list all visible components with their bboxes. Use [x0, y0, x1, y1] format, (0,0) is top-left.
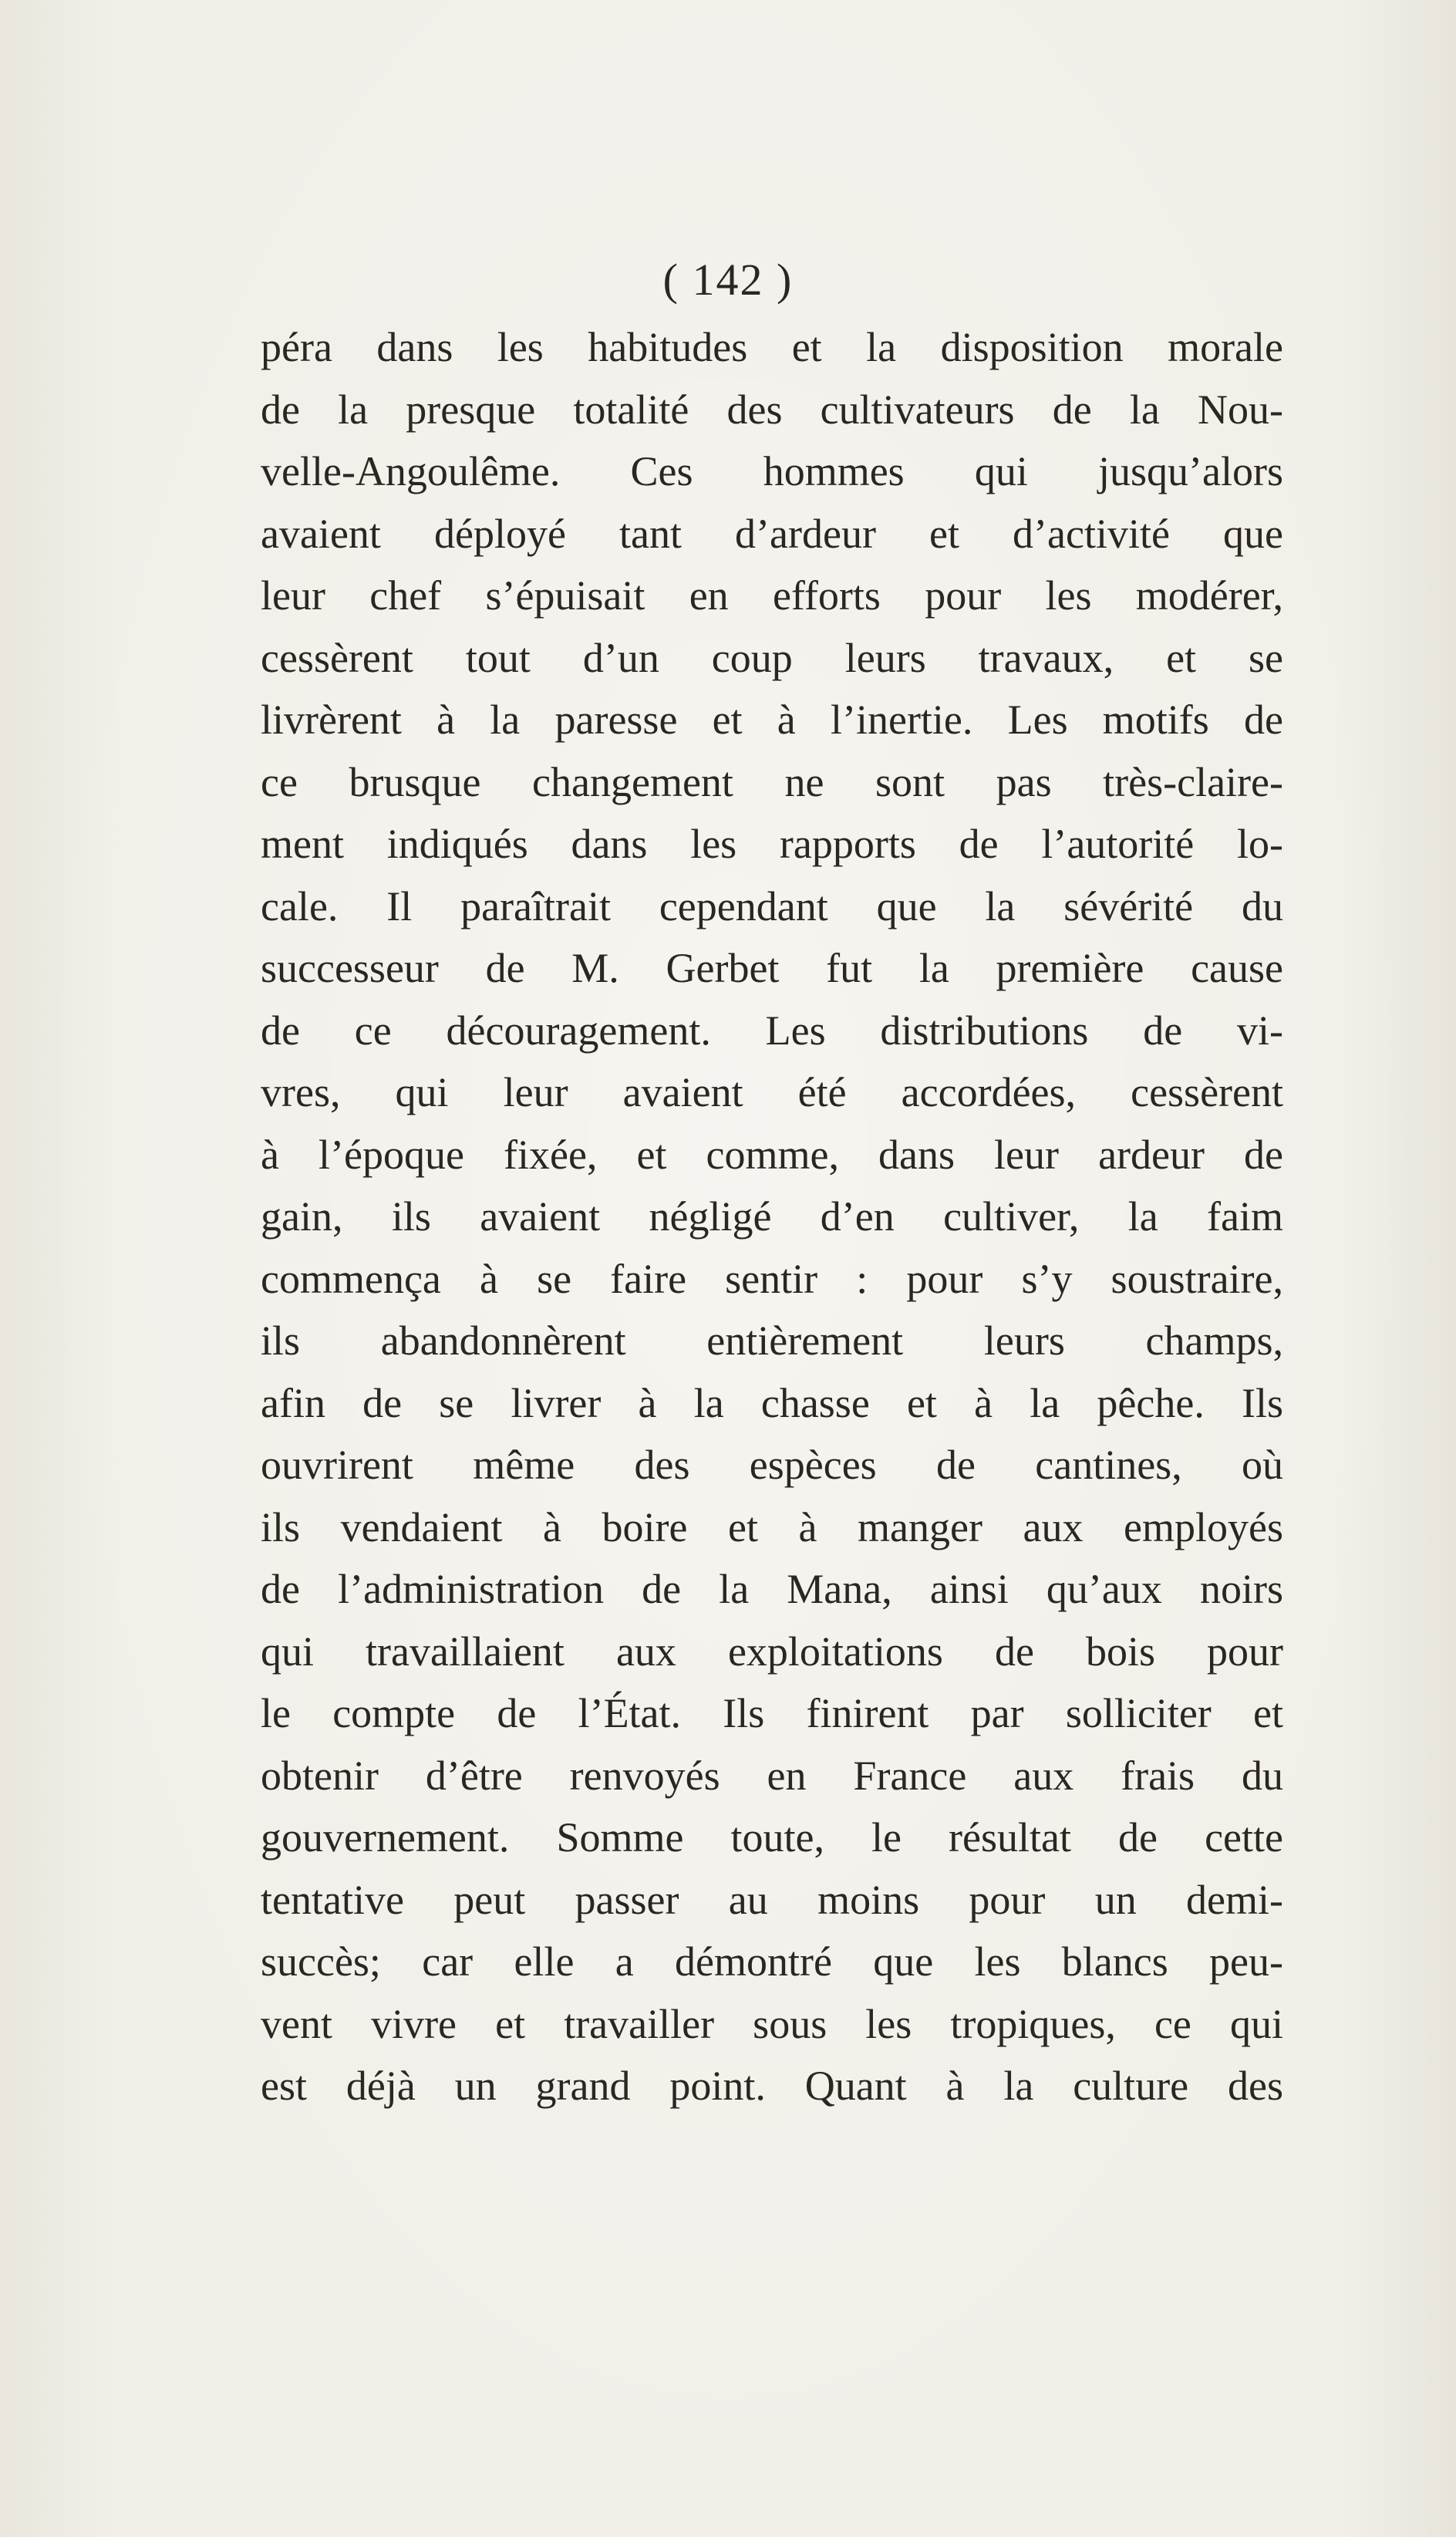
text-line: est déjà un grand point. Quant à la culture des	[261, 2063, 1283, 2109]
body-text	[261, 316, 1283, 2117]
text-line: ils vendaient à boire et à manger aux employés	[261, 1503, 1283, 1550]
text-line: cessèrent tout d’un coup leurs travaux, et se	[261, 634, 1283, 681]
text-line: le compte de l’État. Ils finirent par solliciter et	[261, 1690, 1283, 1736]
text-line: succès; car elle a démontré que les blancs peu-	[261, 1938, 1283, 1985]
text-line: qui travaillaient aux exploitations de bois pour	[261, 1628, 1283, 1675]
text-line: de ce découragement. Les distributions de vi-	[261, 1007, 1283, 1054]
text-line: successeur de M. Gerbet fut la première cause	[261, 945, 1283, 991]
text-line: gouvernement. Somme toute, le résultat de cette	[261, 1814, 1283, 1861]
text-line: afin de se livrer à la chasse et à la pêche. Ils	[261, 1379, 1283, 1426]
text-line: ment indiqués dans les rapports de l’autorité lo-	[261, 821, 1283, 867]
text-line: livrèrent à la paresse et à l’inertie. Les motifs de	[261, 697, 1283, 743]
text-line: de l’administration de la Mana, ainsi qu’aux noirs	[261, 1566, 1283, 1612]
text-line: ce brusque changement ne sont pas très-claire-	[261, 758, 1283, 805]
text-line: ouvrirent même des espèces de cantines, où	[261, 1442, 1283, 1488]
text-line: tentative peut passer au moins pour un demi-	[261, 1876, 1283, 1923]
text-line: velle-Angoulême. Ces hommes qui jusqu’alors	[261, 448, 1283, 494]
text-line: péra dans les habitudes et la disposition morale	[261, 324, 1283, 370]
text-line: vent vivre et travailler sous les tropiques, ce qui	[261, 2000, 1283, 2047]
text-line: commença à se faire sentir : pour s’y soustraire,	[261, 1255, 1283, 1302]
text-line: avaient déployé tant d’ardeur et d’activité que	[261, 510, 1283, 557]
text-line: à l’époque fixée, et comme, dans leur ardeur de	[261, 1131, 1283, 1178]
text-line: leur chef s’épuisait en efforts pour les modérer,	[261, 572, 1283, 619]
text-line: obtenir d’être renvoyés en France aux frais du	[261, 1752, 1283, 1799]
page-number: ( 142 )	[662, 255, 794, 305]
text-line: de la presque totalité des cultivateurs de la Nou-	[261, 386, 1283, 433]
text-line: gain, ils avaient négligé d’en cultiver, la faim	[261, 1193, 1283, 1240]
text-line: ils abandonnèrent entièrement leurs champs,	[261, 1317, 1283, 1364]
text-line: vres, qui leur avaient été accordées, cessèrent	[261, 1069, 1283, 1115]
text-line: cale. Il paraîtrait cependant que la sévérité du	[261, 882, 1283, 929]
